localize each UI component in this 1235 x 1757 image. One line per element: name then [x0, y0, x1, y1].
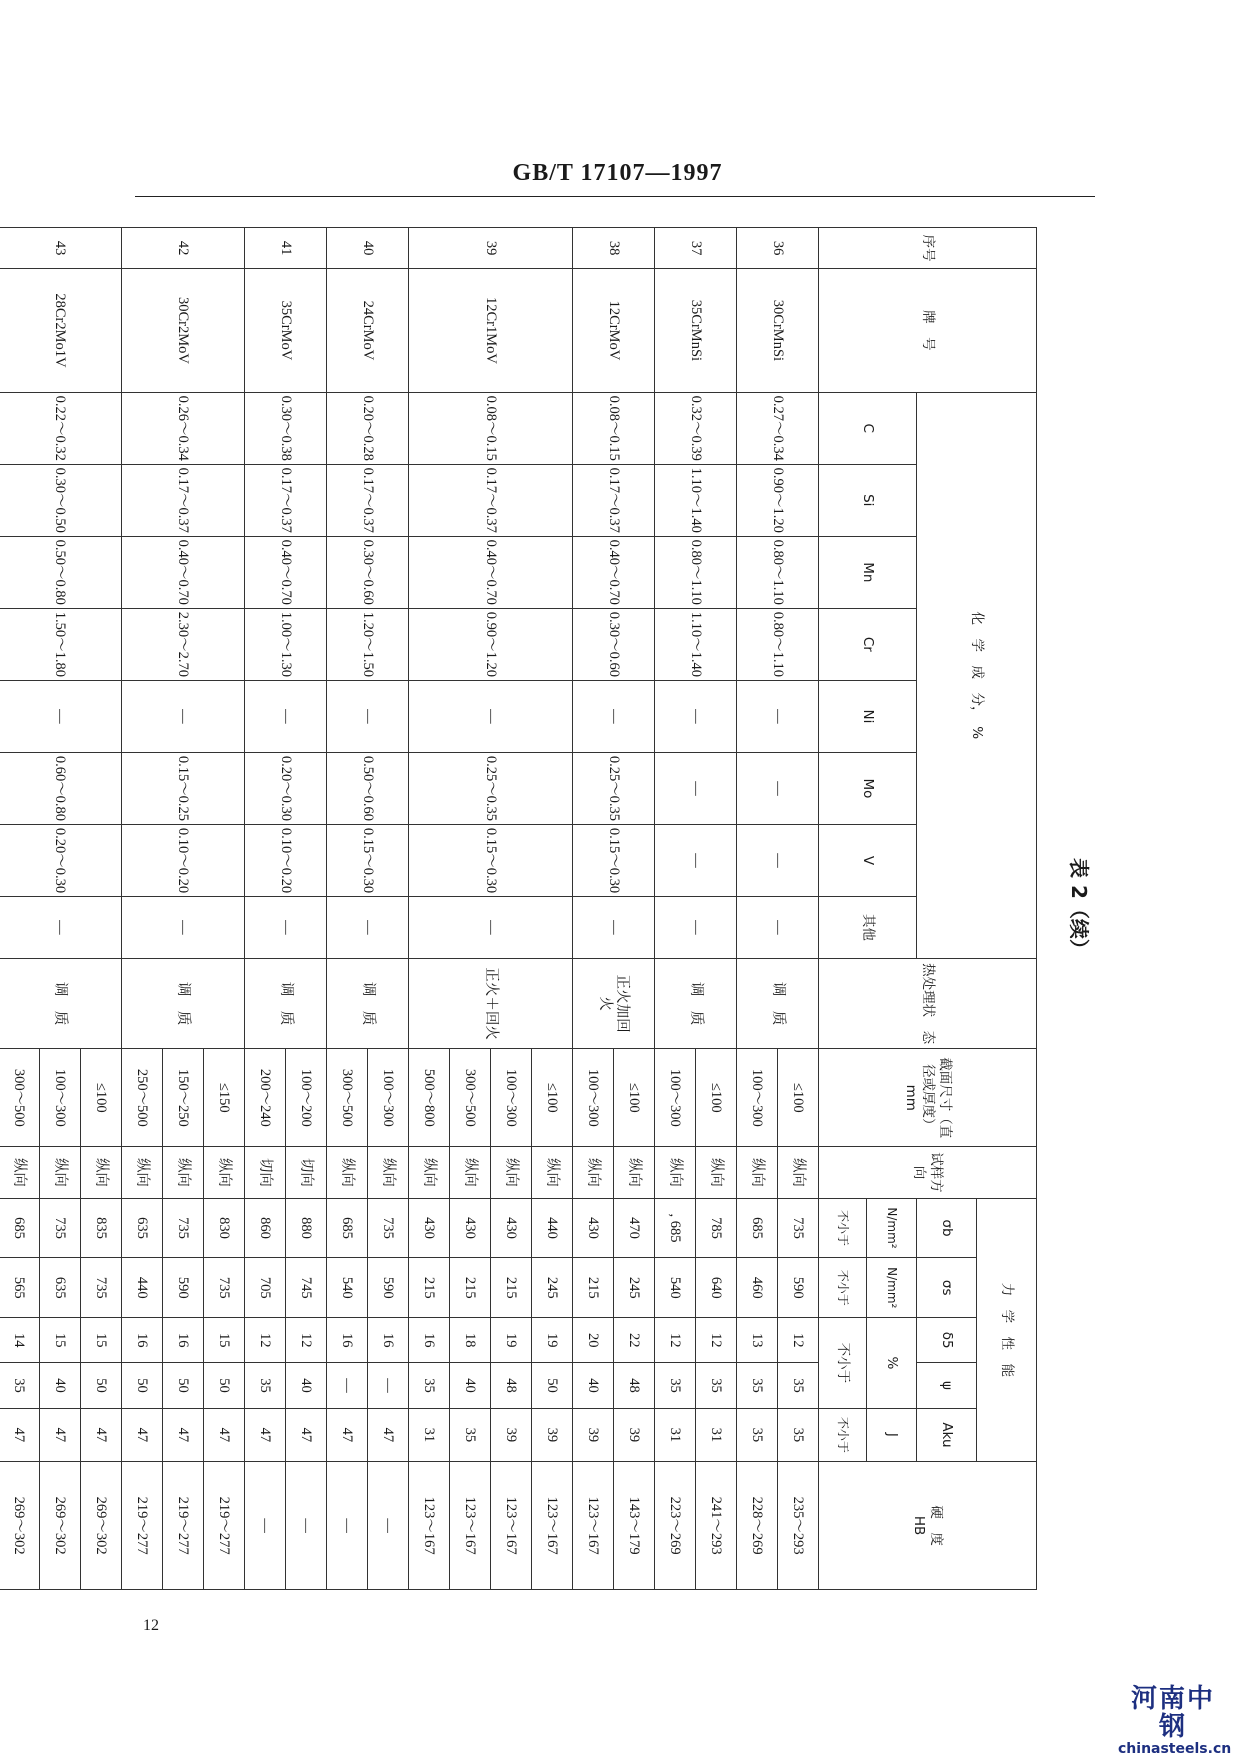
cell-hb: 123～167 — [532, 1462, 573, 1590]
cell-size: 250～500 — [122, 1049, 163, 1147]
cell-psi: 35 — [696, 1363, 737, 1408]
cell-heat: 正火加回 火 — [573, 958, 655, 1049]
cell-heat: 调 质 — [655, 958, 737, 1049]
cell-d5: 14 — [0, 1318, 40, 1363]
header-direction: 试样方向 — [819, 1147, 1037, 1198]
cell-hb: 219～277 — [122, 1462, 163, 1590]
cell-si: 0.30～0.50 — [0, 464, 122, 536]
cell-grade: 12CrMoV — [573, 269, 655, 393]
cell-d5: 15 — [40, 1318, 81, 1363]
cell-seq: 39 — [409, 228, 573, 269]
cell-d5: 12 — [696, 1318, 737, 1363]
cell-psi: 50 — [81, 1363, 122, 1408]
cell-aku: 47 — [286, 1408, 327, 1462]
cell-size: ≤100 — [532, 1049, 573, 1147]
cell-hb: 228～269 — [737, 1462, 778, 1590]
cell-size: 200～240 — [245, 1049, 286, 1147]
header-ss-unit: N/mm² — [867, 1258, 917, 1318]
cell-mn: 0.80～1.10 — [737, 536, 819, 608]
cell-sb: 830 — [204, 1198, 245, 1258]
cell-aku: 47 — [204, 1408, 245, 1462]
cell-direction: 纵向 — [368, 1147, 409, 1198]
cell-other: — — [737, 897, 819, 959]
cell-c: 0.08～0.15 — [573, 392, 655, 464]
document-header: GB/T 17107—1997 — [512, 160, 723, 186]
cell-si: 0.17～0.37 — [409, 464, 573, 536]
cell-d5: 12 — [245, 1318, 286, 1363]
cell-seq: 40 — [327, 228, 409, 269]
cell-direction: 纵向 — [573, 1147, 614, 1198]
cell-size: ≤100 — [696, 1049, 737, 1147]
header-hardness-label: 硬 度 — [928, 1505, 945, 1546]
watermark-logo — [1118, 1684, 1232, 1757]
cell-grade: 24CrMoV — [327, 269, 409, 393]
header-hardness — [819, 1462, 1037, 1590]
cell-d5: 16 — [368, 1318, 409, 1363]
cell-direction: 纵向 — [204, 1147, 245, 1198]
cell-psi: 35 — [245, 1363, 286, 1408]
header-mo: Mo — [819, 752, 917, 824]
cell-other: — — [0, 897, 122, 959]
cell-size: 150～250 — [163, 1049, 204, 1147]
cell-ss: 215 — [409, 1258, 450, 1318]
cell-aku: 39 — [491, 1408, 532, 1462]
cell-mo: 0.60～0.80 — [0, 752, 122, 824]
cell-cr: 1.00～1.30 — [245, 608, 327, 680]
cell-aku: 47 — [327, 1408, 368, 1462]
cell-d5: 15 — [204, 1318, 245, 1363]
cell-si: 0.90～1.20 — [737, 464, 819, 536]
cell-ss: 540 — [655, 1258, 696, 1318]
header-sb-unit: N/mm² — [867, 1198, 917, 1258]
header-hardness-unit: HB — [911, 1515, 928, 1536]
cell-seq: 41 — [245, 228, 327, 269]
cell-d5: 19 — [491, 1318, 532, 1363]
cell-ss: 590 — [778, 1258, 819, 1318]
cell-psi: 35 — [778, 1363, 819, 1408]
cell-size: ≤100 — [614, 1049, 655, 1147]
cell-c: 0.20～0.28 — [327, 392, 409, 464]
cell-hb: 123～167 — [491, 1462, 532, 1590]
cell-size: 100～200 — [286, 1049, 327, 1147]
header-grade: 牌 号 — [819, 269, 1037, 393]
header-d5-sym: δ5 — [917, 1318, 977, 1363]
cell-aku: 39 — [573, 1408, 614, 1462]
cell-psi: 35 — [0, 1363, 40, 1408]
cell-psi: 35 — [737, 1363, 778, 1408]
cell-seq: 42 — [122, 228, 245, 269]
cell-sb: 430 — [491, 1198, 532, 1258]
cell-mn: 0.50～0.80 — [0, 536, 122, 608]
cell-hb: 235～293 — [778, 1462, 819, 1590]
cell-direction: 纵向 — [737, 1147, 778, 1198]
rotated-table-container — [11, 227, 1091, 1590]
steel-spec-table — [0, 227, 1037, 1590]
cell-mn: 0.40～0.70 — [122, 536, 245, 608]
cell-ss: 215 — [450, 1258, 491, 1318]
cell-mn: 0.80～1.10 — [655, 536, 737, 608]
cell-heat: 调 质 — [0, 958, 122, 1049]
cell-mn: 0.40～0.70 — [409, 536, 573, 608]
header-chem-group: 化 学 成 分， % — [917, 392, 1037, 958]
table-row — [778, 228, 819, 1590]
cell-grade: 12Cr1MoV — [409, 269, 573, 393]
cell-psi: — — [327, 1363, 368, 1408]
cell-mo: — — [655, 752, 737, 824]
watermark-en: chinasteels.cn — [1118, 1741, 1232, 1757]
cell-grade: 30CrMnSi — [737, 269, 819, 393]
cell-direction: 纵向 — [491, 1147, 532, 1198]
cell-ni: — — [327, 680, 409, 752]
cell-v: 0.15～0.30 — [409, 824, 573, 896]
cell-aku: 47 — [368, 1408, 409, 1462]
cell-ss: 635 — [40, 1258, 81, 1318]
cell-heat: 正火＋回火 — [409, 958, 573, 1049]
cell-ss: 245 — [532, 1258, 573, 1318]
cell-aku: 39 — [532, 1408, 573, 1462]
cell-sb: 685 — [327, 1198, 368, 1258]
cell-direction: 纵向 — [122, 1147, 163, 1198]
cell-ss: 735 — [204, 1258, 245, 1318]
cell-grade: 35CrMoV — [245, 269, 327, 393]
cell-other: — — [122, 897, 245, 959]
cell-ss: 215 — [491, 1258, 532, 1318]
cell-size: 100～300 — [573, 1049, 614, 1147]
cell-size: ≤100 — [778, 1049, 819, 1147]
cell-seq: 38 — [573, 228, 655, 269]
cell-aku: 35 — [737, 1408, 778, 1462]
cell-v: — — [655, 824, 737, 896]
cell-aku: 35 — [778, 1408, 819, 1462]
header-psi-sym: ψ — [917, 1363, 977, 1408]
cell-direction: 纵向 — [655, 1147, 696, 1198]
cell-psi: 40 — [40, 1363, 81, 1408]
cell-sb: 430 — [573, 1198, 614, 1258]
cell-v: 0.10～0.20 — [245, 824, 327, 896]
cell-heat: 调 质 — [245, 958, 327, 1049]
cell-mo: 0.25～0.35 — [573, 752, 655, 824]
cell-ss: 460 — [737, 1258, 778, 1318]
cell-cr: 2.30～2.70 — [122, 608, 245, 680]
cell-other: — — [327, 897, 409, 959]
cell-ni: — — [573, 680, 655, 752]
cell-sb: 860 — [245, 1198, 286, 1258]
cell-psi: 50 — [204, 1363, 245, 1408]
cell-mn: 0.40～0.70 — [245, 536, 327, 608]
cell-hb: 123～167 — [409, 1462, 450, 1590]
cell-c: 0.30～0.38 — [245, 392, 327, 464]
cell-ni: — — [655, 680, 737, 752]
cell-heat: 调 质 — [737, 958, 819, 1049]
cell-aku: 31 — [655, 1408, 696, 1462]
cell-d5: 22 — [614, 1318, 655, 1363]
cell-hb: 269～302 — [81, 1462, 122, 1590]
header-sb-sym: σb — [917, 1198, 977, 1258]
cell-psi: 50 — [532, 1363, 573, 1408]
header-sb-min: 不小于 — [819, 1198, 867, 1258]
cell-sb: 735 — [778, 1198, 819, 1258]
cell-cr: 0.30～0.60 — [573, 608, 655, 680]
cell-direction: 切向 — [286, 1147, 327, 1198]
table-row — [614, 228, 655, 1590]
table-body — [0, 228, 819, 1590]
cell-v: 0.15～0.30 — [573, 824, 655, 896]
cell-d5: 13 — [737, 1318, 778, 1363]
cell-sb: 685 — [0, 1198, 40, 1258]
cell-direction: 纵向 — [778, 1147, 819, 1198]
cell-ss: 540 — [327, 1258, 368, 1318]
cell-psi: 48 — [614, 1363, 655, 1408]
cell-seq: 37 — [655, 228, 737, 269]
cell-c: 0.08～0.15 — [409, 392, 573, 464]
table-row — [204, 228, 245, 1590]
cell-si: 0.17～0.37 — [573, 464, 655, 536]
cell-size: ≤150 — [204, 1049, 245, 1147]
cell-d5: 12 — [286, 1318, 327, 1363]
cell-direction: 纵向 — [327, 1147, 368, 1198]
cell-ss: 565 — [0, 1258, 40, 1318]
cell-grade: 35CrMnSi — [655, 269, 737, 393]
cell-psi: 35 — [655, 1363, 696, 1408]
cell-hb: 241～293 — [696, 1462, 737, 1590]
cell-ss: 640 — [696, 1258, 737, 1318]
cell-d5: 12 — [778, 1318, 819, 1363]
cell-c: 0.32～0.39 — [655, 392, 737, 464]
cell-aku: 39 — [614, 1408, 655, 1462]
cell-psi: 50 — [122, 1363, 163, 1408]
cell-other: — — [655, 897, 737, 959]
cell-aku: 47 — [163, 1408, 204, 1462]
cell-size: 100～300 — [655, 1049, 696, 1147]
cell-sb: 440 — [532, 1198, 573, 1258]
cell-size: 100～300 — [491, 1049, 532, 1147]
cell-ni: — — [122, 680, 245, 752]
cell-hb: — — [327, 1462, 368, 1590]
header-aku-unit: J — [867, 1408, 917, 1462]
cell-cr: 1.10～1.40 — [655, 608, 737, 680]
page-number: 12 — [143, 1617, 159, 1634]
table-header — [819, 228, 1037, 1590]
cell-c: 0.27～0.34 — [737, 392, 819, 464]
cell-heat: 调 质 — [122, 958, 245, 1049]
cell-sb: 835 — [81, 1198, 122, 1258]
cell-hb: 123～167 — [450, 1462, 491, 1590]
cell-psi: 40 — [286, 1363, 327, 1408]
cell-aku: 47 — [245, 1408, 286, 1462]
cell-psi: 40 — [450, 1363, 491, 1408]
header-aku-sym: Aku — [917, 1408, 977, 1462]
cell-ni: — — [0, 680, 122, 752]
cell-size: 500～800 — [409, 1049, 450, 1147]
cell-c: 0.22～0.32 — [0, 392, 122, 464]
cell-cr: 0.90～1.20 — [409, 608, 573, 680]
cell-ss: 245 — [614, 1258, 655, 1318]
cell-direction: 纵向 — [614, 1147, 655, 1198]
cell-direction: 纵向 — [450, 1147, 491, 1198]
cell-direction: 纵向 — [40, 1147, 81, 1198]
table-row — [81, 228, 122, 1590]
cell-sb: , 685 — [655, 1198, 696, 1258]
cell-hb: — — [368, 1462, 409, 1590]
cell-ss: 735 — [81, 1258, 122, 1318]
table-row — [286, 228, 327, 1590]
cell-sb: 470 — [614, 1198, 655, 1258]
cell-sb: 685 — [737, 1198, 778, 1258]
cell-ss: 215 — [573, 1258, 614, 1318]
header-mn: Mn — [819, 536, 917, 608]
cell-psi: 50 — [163, 1363, 204, 1408]
cell-sb: 785 — [696, 1198, 737, 1258]
cell-mn: 0.40～0.70 — [573, 536, 655, 608]
cell-direction: 纵向 — [81, 1147, 122, 1198]
cell-direction: 纵向 — [163, 1147, 204, 1198]
cell-d5: 16 — [163, 1318, 204, 1363]
header-aku-min: 不小于 — [819, 1408, 867, 1462]
cell-hb: 123～167 — [573, 1462, 614, 1590]
cell-psi: 35 — [409, 1363, 450, 1408]
cell-aku: 35 — [450, 1408, 491, 1462]
cell-psi: 40 — [573, 1363, 614, 1408]
header-other: 其他 — [819, 897, 917, 959]
header-ss-min: 不小于 — [819, 1258, 867, 1318]
cell-si: 0.17～0.37 — [122, 464, 245, 536]
cell-size: 100～300 — [368, 1049, 409, 1147]
cell-ss: 590 — [163, 1258, 204, 1318]
table-row — [532, 228, 573, 1590]
header-seq: 序号 — [819, 228, 1037, 269]
header-ss-sym: σs — [917, 1258, 977, 1318]
cell-size: 100～300 — [40, 1049, 81, 1147]
cell-d5: 16 — [122, 1318, 163, 1363]
cell-d5: 15 — [81, 1318, 122, 1363]
cell-other: — — [245, 897, 327, 959]
cell-v: 0.10～0.20 — [122, 824, 245, 896]
cell-cr: 0.80～1.10 — [737, 608, 819, 680]
cell-v: 0.15～0.30 — [327, 824, 409, 896]
header-size: 截面尺寸（直径或厚度）mm — [819, 1049, 1037, 1147]
cell-ss: 590 — [368, 1258, 409, 1318]
cell-aku: 31 — [696, 1408, 737, 1462]
cell-v: — — [737, 824, 819, 896]
watermark-cn: 河南中钢 — [1130, 1684, 1215, 1742]
cell-seq: 43 — [0, 228, 122, 269]
cell-si: 0.17～0.37 — [327, 464, 409, 536]
cell-other: — — [409, 897, 573, 959]
cell-mo: 0.20～0.30 — [245, 752, 327, 824]
cell-hb: — — [286, 1462, 327, 1590]
cell-sb: 880 — [286, 1198, 327, 1258]
cell-d5: 19 — [532, 1318, 573, 1363]
cell-sb: 735 — [163, 1198, 204, 1258]
cell-mo: — — [737, 752, 819, 824]
header-mech-group: 力 学 性 能 — [977, 1198, 1037, 1462]
cell-direction: 纵向 — [409, 1147, 450, 1198]
header-ni: Ni — [819, 680, 917, 752]
cell-sb: 430 — [450, 1198, 491, 1258]
cell-v: 0.20～0.30 — [0, 824, 122, 896]
cell-si: 1.10～1.40 — [655, 464, 737, 536]
header-cr: Cr — [819, 608, 917, 680]
cell-mo: 0.25～0.35 — [409, 752, 573, 824]
cell-d5: 18 — [450, 1318, 491, 1363]
cell-direction: 纵向 — [696, 1147, 737, 1198]
table-caption: 表 2（续） — [1067, 858, 1091, 959]
header-c: C — [819, 392, 917, 464]
cell-hb: — — [245, 1462, 286, 1590]
cell-sb: 735 — [368, 1198, 409, 1258]
cell-hb: 143～179 — [614, 1462, 655, 1590]
cell-aku: 47 — [0, 1408, 40, 1462]
cell-ni: — — [737, 680, 819, 752]
cell-ni: — — [245, 680, 327, 752]
cell-ss: 705 — [245, 1258, 286, 1318]
cell-ss: 440 — [122, 1258, 163, 1318]
cell-d5: 16 — [327, 1318, 368, 1363]
cell-direction: 纵向 — [532, 1147, 573, 1198]
cell-psi: — — [368, 1363, 409, 1408]
cell-size: ≤100 — [81, 1049, 122, 1147]
cell-heat: 调 质 — [327, 958, 409, 1049]
cell-cr: 1.50～1.80 — [0, 608, 122, 680]
cell-sb: 735 — [40, 1198, 81, 1258]
cell-hb: 219～277 — [163, 1462, 204, 1590]
cell-grade: 28Cr2Mo1V — [0, 269, 122, 393]
cell-seq: 36 — [737, 228, 819, 269]
cell-mo: 0.50～0.60 — [327, 752, 409, 824]
table-row — [696, 228, 737, 1590]
cell-d5: 12 — [655, 1318, 696, 1363]
header-pct-unit: % — [867, 1318, 917, 1409]
cell-mo: 0.15～0.25 — [122, 752, 245, 824]
header-pct-min: 不小于 — [819, 1318, 867, 1409]
cell-hb: 269～302 — [0, 1462, 40, 1590]
cell-cr: 1.20～1.50 — [327, 608, 409, 680]
cell-size: 300～500 — [327, 1049, 368, 1147]
cell-psi: 48 — [491, 1363, 532, 1408]
header-v: V — [819, 824, 917, 896]
cell-ss: 745 — [286, 1258, 327, 1318]
cell-aku: 47 — [40, 1408, 81, 1462]
cell-size: 100～300 — [737, 1049, 778, 1147]
cell-mn: 0.30～0.60 — [327, 536, 409, 608]
header-si: Si — [819, 464, 917, 536]
cell-hb: 219～277 — [204, 1462, 245, 1590]
cell-d5: 16 — [409, 1318, 450, 1363]
header-heat: 热处理状 态 — [819, 958, 1037, 1049]
cell-hb: 269～302 — [40, 1462, 81, 1590]
cell-c: 0.26～0.34 — [122, 392, 245, 464]
cell-sb: 635 — [122, 1198, 163, 1258]
cell-aku: 31 — [409, 1408, 450, 1462]
cell-d5: 20 — [573, 1318, 614, 1363]
cell-grade: 30Cr2MoV — [122, 269, 245, 393]
cell-aku: 47 — [122, 1408, 163, 1462]
cell-si: 0.17～0.37 — [245, 464, 327, 536]
cell-direction: 切向 — [245, 1147, 286, 1198]
cell-size: 300～500 — [0, 1049, 40, 1147]
cell-direction: 纵向 — [0, 1147, 40, 1198]
cell-size: 300～500 — [450, 1049, 491, 1147]
cell-aku: 47 — [81, 1408, 122, 1462]
cell-hb: 223～269 — [655, 1462, 696, 1590]
table-row — [368, 228, 409, 1590]
cell-ni: — — [409, 680, 573, 752]
header-rule — [135, 196, 1095, 197]
cell-sb: 430 — [409, 1198, 450, 1258]
cell-other: — — [573, 897, 655, 959]
